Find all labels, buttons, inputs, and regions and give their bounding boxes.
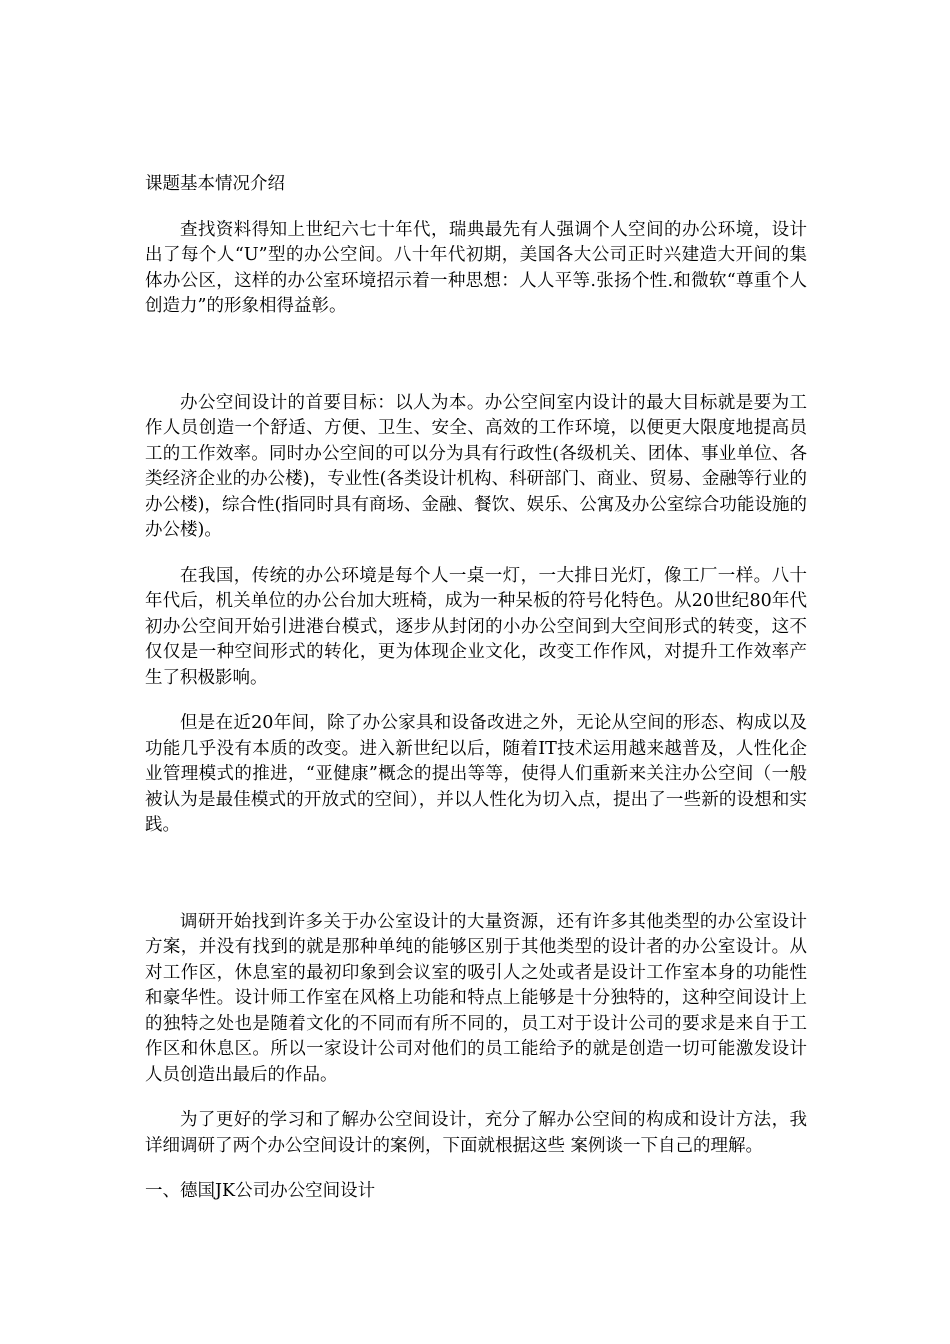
spacer bbox=[145, 544, 807, 564]
paragraph-china-history: 在我国，传统的办公环境是每个人一桌一灯，一大排日光灯，像工厂一样。八十年代后，机关单位的办公台加大班椅，成为一种呆板的符号化特色。从20世纪80年代初办公空间开始引进港台模式，逐步从封闭的小办公空间到大空间形式的转变，这不仅仅是一种空间形式的转化，更为体现企业文化，改变工作作风，对提升工作效率产生了积极影响。 bbox=[145, 565, 807, 688]
paragraph-recent-changes: 但是在近20年间，除了办公家具和设备改进之外，无论从空间的形态、构成以及功能几乎没有本质的改变。进入新世纪以后，随着IT技术运用越来越普及，人性化企业管理模式的推进，“亚健康”概念的提出等等，使得人们重新来关注办公空间（一般被认为是最佳模式的开放式的空间），并以人性化为切入点，提出了一些新的设想和实践。 bbox=[145, 713, 807, 835]
spacer bbox=[145, 839, 807, 910]
paragraph-origin: 查找资料得知上世纪六七十年代，瑞典最先有人强调个人空间的办公环境，设计出了每个人“U”型的办公空间。八十年代初期，美国各大公司正时兴建造大开间的集体办公区，这样的办公室环境招示着一种思想：人人平等.张扬个性.和微软“尊重个人创造力”的形象相得益彰。 bbox=[145, 219, 807, 316]
spacer bbox=[145, 1088, 807, 1108]
spacer bbox=[145, 691, 807, 711]
document-heading: 课题基本情况介绍 bbox=[145, 174, 285, 194]
paragraph-design-goal: 办公空间设计的首要目标：以人为本。办公空间室内设计的最大目标就是要为工作人员创造一个舒适、方便、卫生、安全、高效的工作环境，以便更大限度地提高员工的工作效率。同时办公空间的可以分为具有行政性(各级机关、团体、事业单位、各类经济企业的办公楼)，专业性(各类设计机构、科研部门、商业、贸易、金融等行业的办公楼)，综合性(指同时具有商场、金融、餐饮、娱乐、公寓及办公室综合功能设施的办公楼)。 bbox=[145, 392, 807, 540]
document-body bbox=[145, 172, 807, 1205]
spacer bbox=[145, 198, 807, 218]
paragraph-research: 调研开始找到许多关于办公室设计的大量资源，还有许多其他类型的办公室设计方案，并没有找到的就是那种单纯的能够区别于其他类型的设计者的办公室设计。从对工作区，休息室的最初印象到会议室的吸引人之处或者是设计工作室本身的功能性和豪华性。设计师工作室在风格上功能和特点上能够是十分独特的，这种空间设计上的独特之处也是随着文化的不同而有所不同的，员工对于设计公司的要求是来自于工作区和休息区。所以一家设计公司对他们的员工能给予的就是创造一切可能激发设计人员创造出最后的作品。 bbox=[145, 911, 807, 1085]
paragraph-case-study-intro: 为了更好的学习和了解办公空间设计，充分了解办公空间的构成和设计方法，我详细调研了两个办公空间设计的案例，下面就根据这些 案例谈一下自己的理解。 bbox=[145, 1110, 807, 1156]
spacer bbox=[145, 320, 807, 391]
section-title: 一、德国JK公司办公空间设计 bbox=[145, 1181, 376, 1201]
spacer bbox=[145, 1159, 807, 1179]
